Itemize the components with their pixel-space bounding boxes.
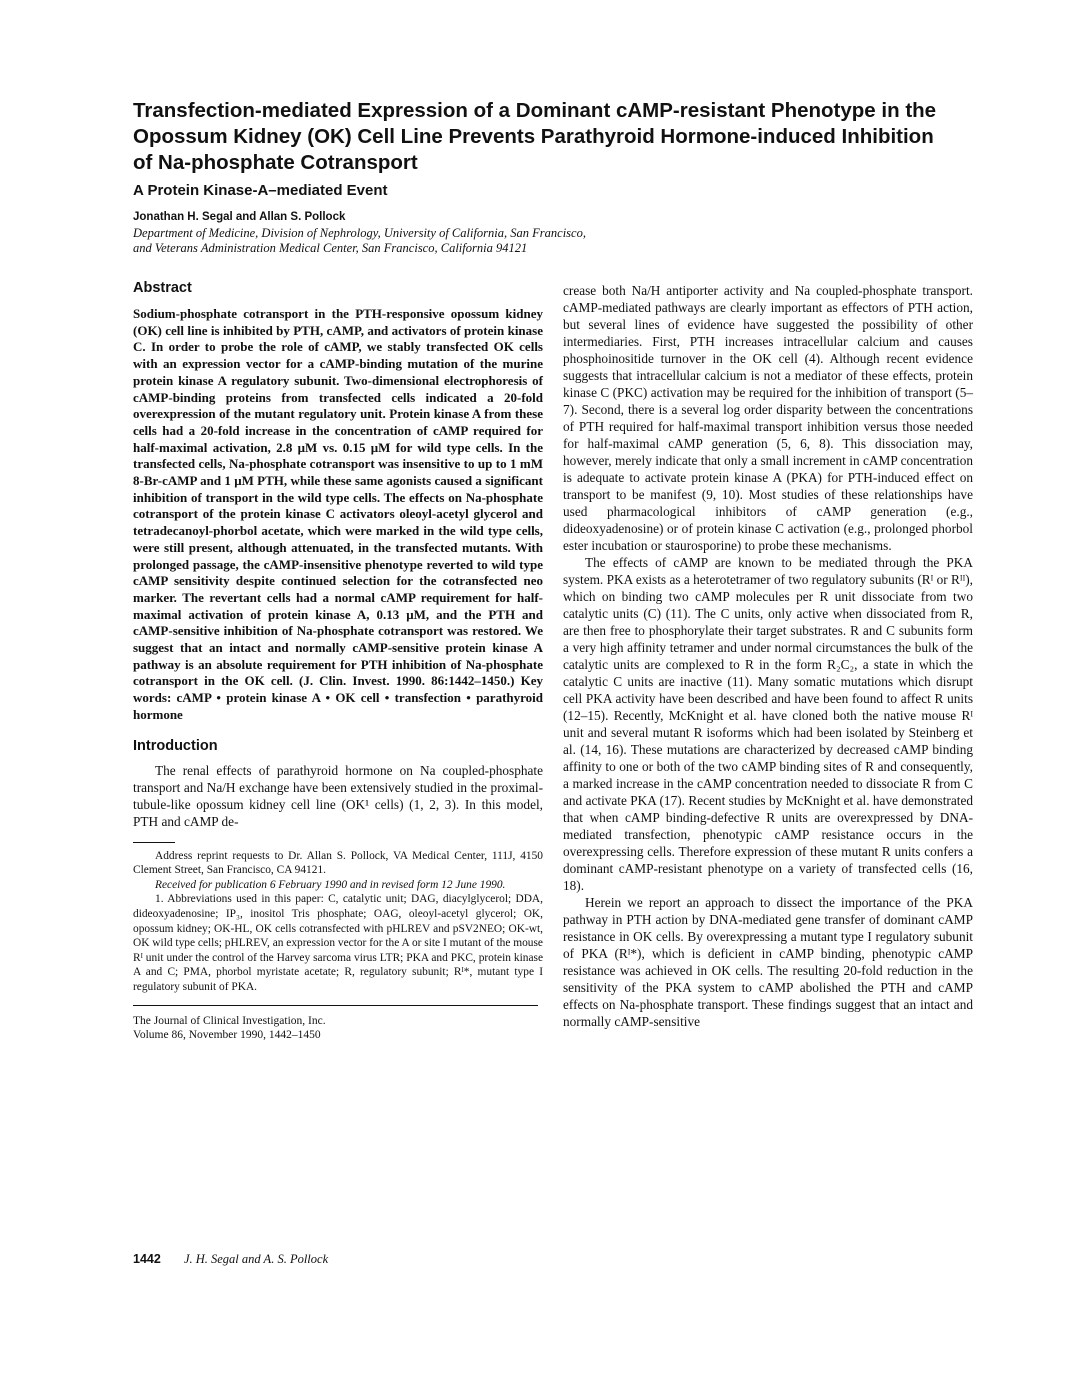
body-paragraph: The effects of cAMP are known to be mediated through the PKA system. PKA exists as a heterotetramer of two regulatory subunits (Rᴵ or Rᴵᴵ), which on binding two cAMP molecules per R unit dissociate from two catalytic units (C) (11). The C units, only active when dissociated from R, are then free to phosphorylate their target substrates. R and C subunits form a very high affinity tetramer and under normal circumstances the bulk of the catalytic units are complexed to R in the form R₂C₂, a state in which the catalytic C units are inactive (11). Many somatic mutations which disrupt cell PKA activity have been described and have been found to affect R units (12–15). Recently, McKnight et al. have cloned both the native mouse Rᴵ unit and several mutant R isoforms which had been isolated by Steinberg et al. (14, 16). These mutations are characterized by decreased cAMP binding affinity to one or both of the two cAMP binding sites of R and consequently, a marked increase in the cAMP concentration needed to dissociate R from C and activate PKA (17). Recent studies by McKnight et al. have demonstrated that when cAMP binding-defective R units are overexpressed by DNA-mediated transfection, phenotypic cAMP resistance occurs in the overexpressing cells. Therefore expression of these mutant R units confers a dominant cAMP-resistant phenotype on a variety of transfected cells (16, 18). (563, 555, 973, 893)
body-paragraph: Herein we report an approach to dissect the importance of the PKA pathway in PTH action by DNA-mediated gene transfer of dominant cAMP resistance in OK cells. By overexpressing a mutant type I regulatory subunit of PKA (Rᴵ*), which is deficient in cAMP binding, phenotypic cAMP resistance was achieved in OK cells. The resulting 20-fold reduction in the sensitivity of the PKA system to cAMP abolished the PTH and cAMP effects on Na-phosphate transport. These findings suggest that an intact and normally cAMP-sensitive (563, 895, 973, 1029)
affiliation-line-1: Department of Medicine, Division of Nephrology, University of California, San Francisco, (133, 226, 586, 240)
journal-rule (133, 1005, 538, 1006)
affiliation-line-2: and Veterans Administration Medical Center, San Francisco, California 94121 (133, 241, 528, 255)
footnote-rule (133, 842, 175, 843)
page-number: 1442 (133, 1252, 161, 1266)
journal-name: The Journal of Clinical Investigation, Inc. (133, 1014, 326, 1027)
body-paragraph: crease both Na/H antiporter activity and Na coupled-phosphate transport. cAMP-mediated pathways are clearly important as effectors of PTH action, but several lines of evidence have suggested the possibility of other intermediaries. First, PTH increases intracellular calcium and causes phosphoinositide turnover in the OK cell (4). Although recent evidence suggests that intracellular calcium is not a mediator of these effects, protein kinase C (PKC) activation may be required for the inhibition of transport (5–7). Second, there is a several log order disparity between the concentrations of PTH required for half-maximal transport inhibition versus those needed for half-maximal cAMP generation (5, 6, 8). This dissociation may, however, merely indicate that only a small increment in cAMP concentration is adequate to activate protein kinase A (PKA) for PTH-induced effect on transport to be manifest (9, 10). Most studies of these relationships have used pharmacological inhibitors of cAMP generation (e.g., dideoxyadenosine) or of protein kinase C activation (e.g., prolonged phorbol ester incubation or staurosporine) to probe these mechanisms. (563, 283, 973, 553)
running-head: J. H. Segal and A. S. Pollock (183, 1252, 329, 1266)
right-column (563, 282, 973, 1030)
reprint-note: Address reprint requests to Dr. Allan S. Pollock, VA Medical Center, 111J, 4150 Clement Street, San Francisco, CA 94121. (133, 849, 543, 877)
abstract-body: Sodium-phosphate cotransport in the PTH-responsive opossum kidney (OK) cell line is inhibited by PTH, cAMP, and activators of protein kinase C. In order to probe the role of cAMP, we stably transfected OK cells with an expression vector for a cAMP-binding mutation of the murine protein kinase A regulatory subunit. Two-dimensional electrophoresis of cAMP-binding proteins from transfected cells indicated a 20-fold overexpression of the mutant regulatory unit. Protein kinase A from these cells had a 20-fold increase in the concentration of cAMP required for half-maximal activation, 2.8 μM vs. 0.15 μM for wild type cells. In the transfected cells, Na-phosphate cotransport was insensitive to up to 1 mM 8-Br-cAMP and 1 μM PTH, while these same agonists caused a significant inhibition of transport in the wild type cells. The effects on Na-phosphate cotransport of the protein kinase C activators oleoyl-acetyl glycerol and tetradecanoyl-phorbol acetate, which were marked in the wild type cells, were still present, although attenuated, in the transfected mutants. With prolonged passage, the cAMP-insensitive phenotype reverted to wild type cAMP sensitivity despite continued selection for the cotransfected neo marker. The revertant cells had a normal cAMP requirement for half-maximal activation of protein kinase A, 0.13 μM, and the PTH and cAMP-sensitive inhibition of Na-phosphate cotransport was restored. We suggest that an intact and normally cAMP-sensitive protein kinase A pathway is an absolute requirement for PTH inhibition of Na-phosphate cotransport in the OK cell. (J. Clin. Invest. 1990. 86:1442–1450.) Key words: cAMP • protein kinase A • OK cell • transfection • parathyroid hormone (133, 306, 543, 722)
journal-volume: Volume 86, November 1990, 1442–1450 (133, 1029, 321, 1042)
affiliation (133, 226, 953, 256)
abstract-heading: Abstract (133, 280, 192, 296)
article-subtitle: A Protein Kinase-A–mediated Event (133, 182, 388, 199)
abbreviations-footnote: 1. Abbreviations used in this paper: C, catalytic unit; DAG, diacylglycerol; DDA, dideoxyadenosine; IP₃, inositol Tris phosphate; OAG, oleoyl-acetyl glycerol; OK, opossum kidney; OK-HL, OK cells cotransfected with pHLREV and pSV2NEO; OK-wt, OK wild type cells; pHLREV, an expression vector for the A or site I mutant of the mouse Rᴵ unit under the control of the Harvey sarcoma virus LTR; PKA and PKC, protein kinase A and C; PMA, phorbol myristate acetate; R, regulatory subunit; Rᴵ*, mutant type I regulatory subunit of PKA. (133, 893, 543, 993)
left-column (133, 280, 543, 1043)
article-title: Transfection-mediated Expression of a Dominant cAMP-resistant Phenotype in the Opossum Kidney (OK) Cell Line Prevents Parathyroid Hormone-induced Inhibition of Na-phosphate Cotransport (133, 99, 937, 174)
author-list: Jonathan H. Segal and Allan S. Pollock (133, 211, 346, 223)
page-footer (133, 1252, 328, 1267)
received-note: Received for publication 6 February 1990 and in revised form 12 June 1990. (155, 878, 506, 891)
introduction-paragraph: The renal effects of parathyroid hormone on Na coupled-phosphate transport and Na/H exchange have been extensively studied in the proximal-tubule-like opossum kidney cell line (OK¹ cells) (1, 2, 3). In this model, PTH and cAMP de- (133, 762, 543, 829)
introduction-heading: Introduction (133, 737, 218, 754)
journal-info (133, 1014, 543, 1043)
